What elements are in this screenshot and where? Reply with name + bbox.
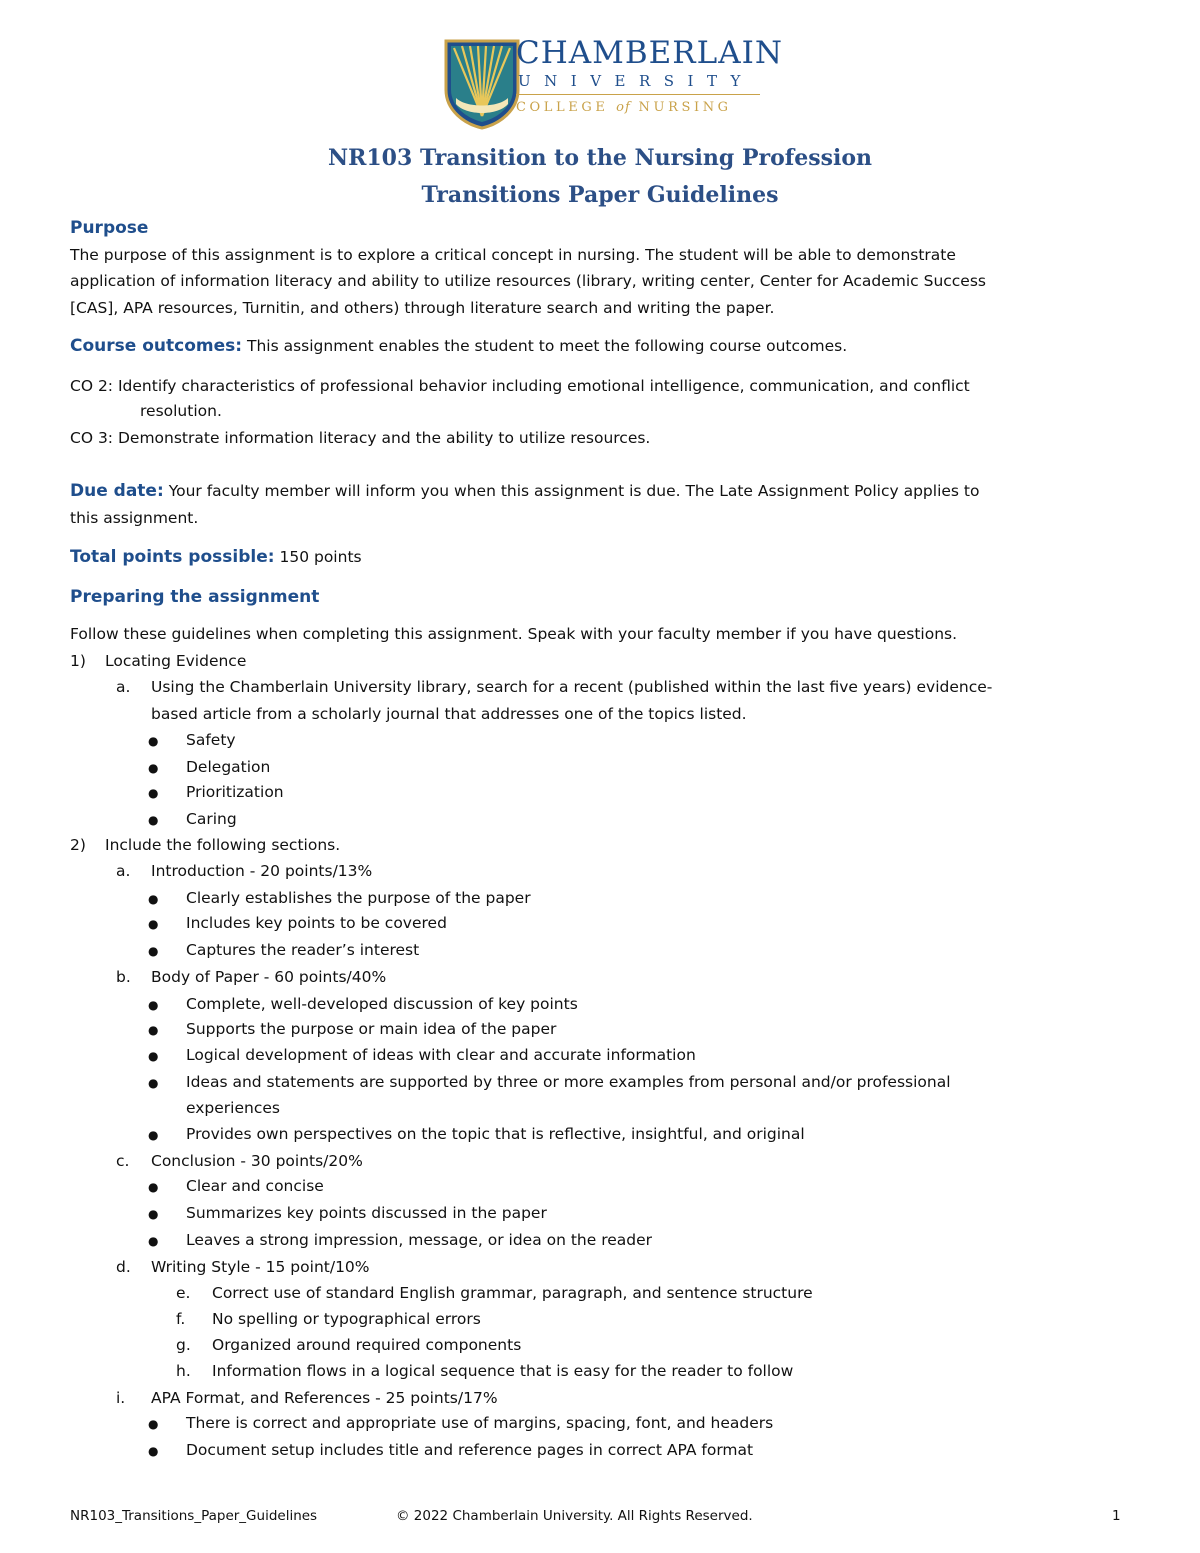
page-title: NR103 Transition to the Nursing Profession: [327, 145, 873, 171]
purpose-heading: Purpose: [70, 218, 149, 238]
page-subtitle: Transitions Paper Guidelines: [421, 182, 779, 208]
list-item-sections: Include the following sections.: [105, 836, 341, 854]
purpose-line-2: application of information literacy and ability to utilize resources (library, writing center, Center for Academic Success: [70, 272, 986, 290]
logo-college-of: of: [616, 100, 631, 115]
co2-text: Identify characteristics of professional behavior including emotional intelligence, communication, and conflict: [113, 377, 970, 395]
logo-wordmark: [516, 36, 783, 117]
criteria-item: No spelling or typographical errors: [212, 1310, 481, 1328]
shield-crest-icon: [442, 38, 522, 130]
bullet-icon: ●: [148, 1076, 159, 1090]
logo-college: [516, 99, 783, 117]
course-outcomes-label: Course outcomes:: [70, 336, 243, 356]
section-apa-format: APA Format, and References - 25 points/17%: [151, 1389, 498, 1407]
list-letter: g.: [176, 1336, 191, 1354]
topic-item: Safety: [186, 731, 236, 749]
co2-label: CO 2:: [70, 377, 114, 395]
bullet-icon: ●: [148, 1180, 159, 1194]
bullet-icon: ●: [148, 998, 159, 1012]
course-outcomes: [70, 333, 1140, 359]
bullet-icon: ●: [148, 944, 159, 958]
criteria-item: Correct use of standard English grammar, paragraph, and sentence structure: [212, 1284, 813, 1302]
list-letter: a.: [116, 862, 131, 880]
criteria-item: Leaves a strong impression, message, or idea on the reader: [186, 1231, 653, 1249]
criteria-item: There is correct and appropriate use of margins, spacing, font, and headers: [186, 1414, 774, 1432]
criteria-item: Captures the reader’s interest: [186, 941, 420, 959]
bullet-icon: ●: [148, 734, 159, 748]
criteria-item: Clearly establishes the purpose of the paper: [186, 889, 531, 907]
co3-line: [70, 425, 1140, 451]
bullet-icon: ●: [148, 1128, 159, 1142]
total-points-value: 150 points: [274, 548, 362, 566]
section-conclusion: Conclusion - 30 points/20%: [151, 1152, 363, 1170]
footer-filename: NR103_Transitions_Paper_Guidelines: [70, 1508, 318, 1524]
section-introduction: Introduction - 20 points/13%: [151, 862, 373, 880]
criteria-item: Organized around required components: [212, 1336, 522, 1354]
logo-name: CHAMBERLAIN: [516, 35, 783, 71]
course-outcomes-text: This assignment enables the student to meet the following course outcomes.: [242, 337, 848, 355]
bullet-icon: ●: [148, 1023, 159, 1037]
bullet-icon: ●: [148, 1049, 159, 1063]
bullet-icon: ●: [148, 1444, 159, 1458]
co3-label: CO 3:: [70, 429, 114, 447]
criteria-item: Information flows in a logical sequence that is easy for the reader to follow: [212, 1362, 794, 1380]
bullet-icon: ●: [148, 892, 159, 906]
logo-college-nursing: NURSING: [638, 100, 732, 115]
list-letter: f.: [176, 1310, 186, 1328]
criteria-item: Includes key points to be covered: [186, 914, 447, 932]
bullet-icon: ●: [148, 1207, 159, 1221]
list-item-text: based article from a scholarly journal that addresses one of the topics listed.: [151, 705, 747, 723]
criteria-item: Supports the purpose or main idea of the paper: [186, 1020, 557, 1038]
purpose-line-1: The purpose of this assignment is to explore a critical concept in nursing. The student will be able to demonstrate: [70, 246, 956, 264]
due-date-text: Your faculty member will inform you when this assignment is due. The Late Assignment Policy applies to: [163, 482, 980, 500]
topic-item: Caring: [186, 810, 237, 828]
list-number: 2): [70, 836, 86, 854]
list-item-text: Using the Chamberlain University library, search for a recent (published within the last five years) evidence-: [151, 678, 993, 696]
purpose-line-3: [CAS], APA resources, Turnitin, and others) through literature search and writing the paper.: [70, 299, 775, 317]
due-date: [70, 478, 1140, 504]
bullet-icon: ●: [148, 761, 159, 775]
bullet-icon: ●: [148, 813, 159, 827]
criteria-item: Summarizes key points discussed in the paper: [186, 1204, 547, 1222]
bullet-icon: ●: [148, 1234, 159, 1248]
criteria-item: Ideas and statements are supported by three or more examples from personal and/or professional: [186, 1073, 951, 1091]
bullet-icon: ●: [148, 1417, 159, 1431]
logo-college-word: COLLEGE: [516, 100, 609, 115]
list-letter: e.: [176, 1284, 191, 1302]
criteria-item: Clear and concise: [186, 1177, 324, 1195]
list-letter: h.: [176, 1362, 191, 1380]
total-points: [70, 544, 1140, 570]
list-letter: i.: [116, 1389, 126, 1407]
co3-text: Demonstrate information literacy and the ability to utilize resources.: [113, 429, 651, 447]
section-writing-style: Writing Style - 15 point/10%: [151, 1258, 370, 1276]
logo-divider: [516, 94, 760, 95]
criteria-item: Document setup includes title and reference pages in correct APA format: [186, 1441, 754, 1459]
list-item-locating-evidence: Locating Evidence: [105, 652, 247, 670]
footer-page-number: 1: [1112, 1508, 1121, 1524]
bullet-icon: ●: [148, 786, 159, 800]
preparing-heading: Preparing the assignment: [70, 587, 320, 607]
list-letter: d.: [116, 1258, 131, 1276]
footer-copyright: © 2022 Chamberlain University. All Rights Reserved.: [396, 1508, 753, 1524]
co2-line-1: [70, 373, 1140, 399]
list-letter: a.: [116, 678, 131, 696]
logo-university: UNIVERSITY: [518, 72, 754, 90]
co2-line-2: resolution.: [140, 402, 222, 420]
topic-item: Prioritization: [186, 783, 284, 801]
bullet-icon: ●: [148, 917, 159, 931]
criteria-item: Complete, well-developed discussion of key points: [186, 995, 578, 1013]
due-date-line-2: this assignment.: [70, 509, 199, 527]
topic-item: Delegation: [186, 758, 271, 776]
preparing-intro: Follow these guidelines when completing this assignment. Speak with your faculty member if you have questions.: [70, 625, 958, 643]
criteria-item: Logical development of ideas with clear and accurate information: [186, 1046, 696, 1064]
total-points-label: Total points possible:: [70, 547, 275, 567]
list-letter: b.: [116, 968, 131, 986]
criteria-item: Provides own perspectives on the topic that is reflective, insightful, and original: [186, 1125, 805, 1143]
list-letter: c.: [116, 1152, 130, 1170]
list-number: 1): [70, 652, 86, 670]
due-date-label: Due date:: [70, 481, 164, 501]
section-body: Body of Paper - 60 points/40%: [151, 968, 387, 986]
criteria-item-continued: experiences: [186, 1099, 280, 1117]
